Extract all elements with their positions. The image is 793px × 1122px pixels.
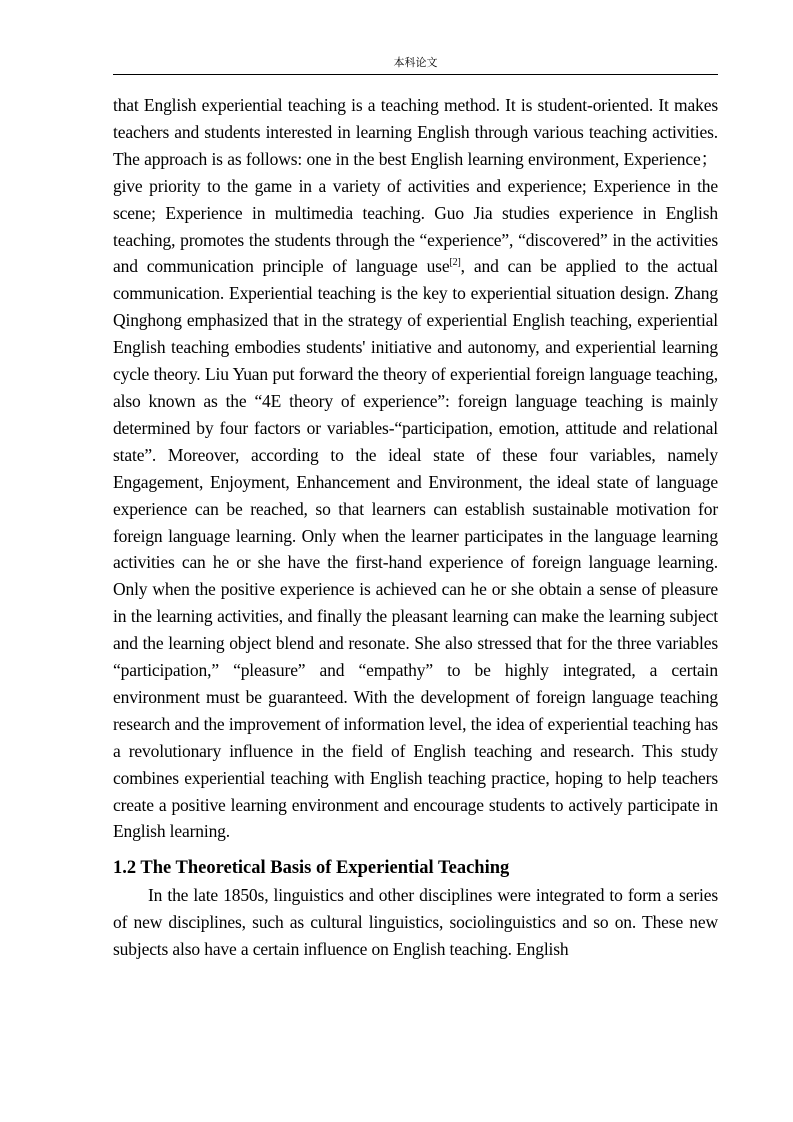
body-paragraph xyxy=(113,92,718,845)
section-heading: 1.2 The Theoretical Basis of Experiential Teaching xyxy=(113,858,510,879)
header-title: 本科论文 xyxy=(393,56,438,69)
page-header xyxy=(113,56,718,75)
body-paragraph-2: In the late 1850s, linguistics and other disciplines were integrated to form a series of new disciplines, such as cultural linguistics, sociolinguistics and so on. These new subjects also have a certain influence on English teaching. English xyxy=(113,885,718,960)
paragraph-text-continued: , and can be applied to the actual communication. Experiential teaching is the key to experiential situation design. Zhang Qinghong emphasized that in the strategy of experiential English teaching, experiential English teaching embodies students' initiative and autonomy, and experiential learning cycle theory. Liu Yuan put forward the theory of experiential foreign language teaching, also known as the “4E theory of experience”: foreign language teaching is mainly determined by four factors or variables-“participation, emotion, attitude and relational state”. Moreover, according to the ideal state of these four variables, namely Engagement, Enjoyment, Enhancement and Environment, the ideal state of language experience can be reached, so that learners can establish sustainable motivation for foreign language learning. Only when the learner participates in the language learning activities can he or she have the first-hand experience of foreign language learning. Only when the positive experience is achieved can he or she obtain a sense of pleasure in the learning activities, and finally the pleasant learning can make the learning subject and the learning object blend and resonate. She also stressed that for the three variables “participation,” “pleasure” and “empathy” to be highly integrated, a certain environment must be guaranteed. With the development of foreign language teaching research and the improvement of information level, the idea of experiential teaching has a revolutionary influence in the field of English teaching and research. This study combines experiential teaching with English teaching practice, hoping to help teachers create a positive learning environment and encourage students to actively participate in English learning. xyxy=(113,256,718,842)
citation-reference: [2] xyxy=(449,257,461,269)
paragraph-text: that English experiential teaching is a teaching method. It is student-oriented. It makes teachers and students interested in learning English through various teaching activities. The approach is as follows: one in the best English learning environment, Experience； give priority to the game in a variety of activities and experience; Experience in the scene; Experience in multimedia teaching. Guo Jia studies experience in English teaching, promotes the students through the “experience”, “discovered” in the activities and communication principle of language use xyxy=(113,95,718,277)
document-body xyxy=(113,92,718,963)
